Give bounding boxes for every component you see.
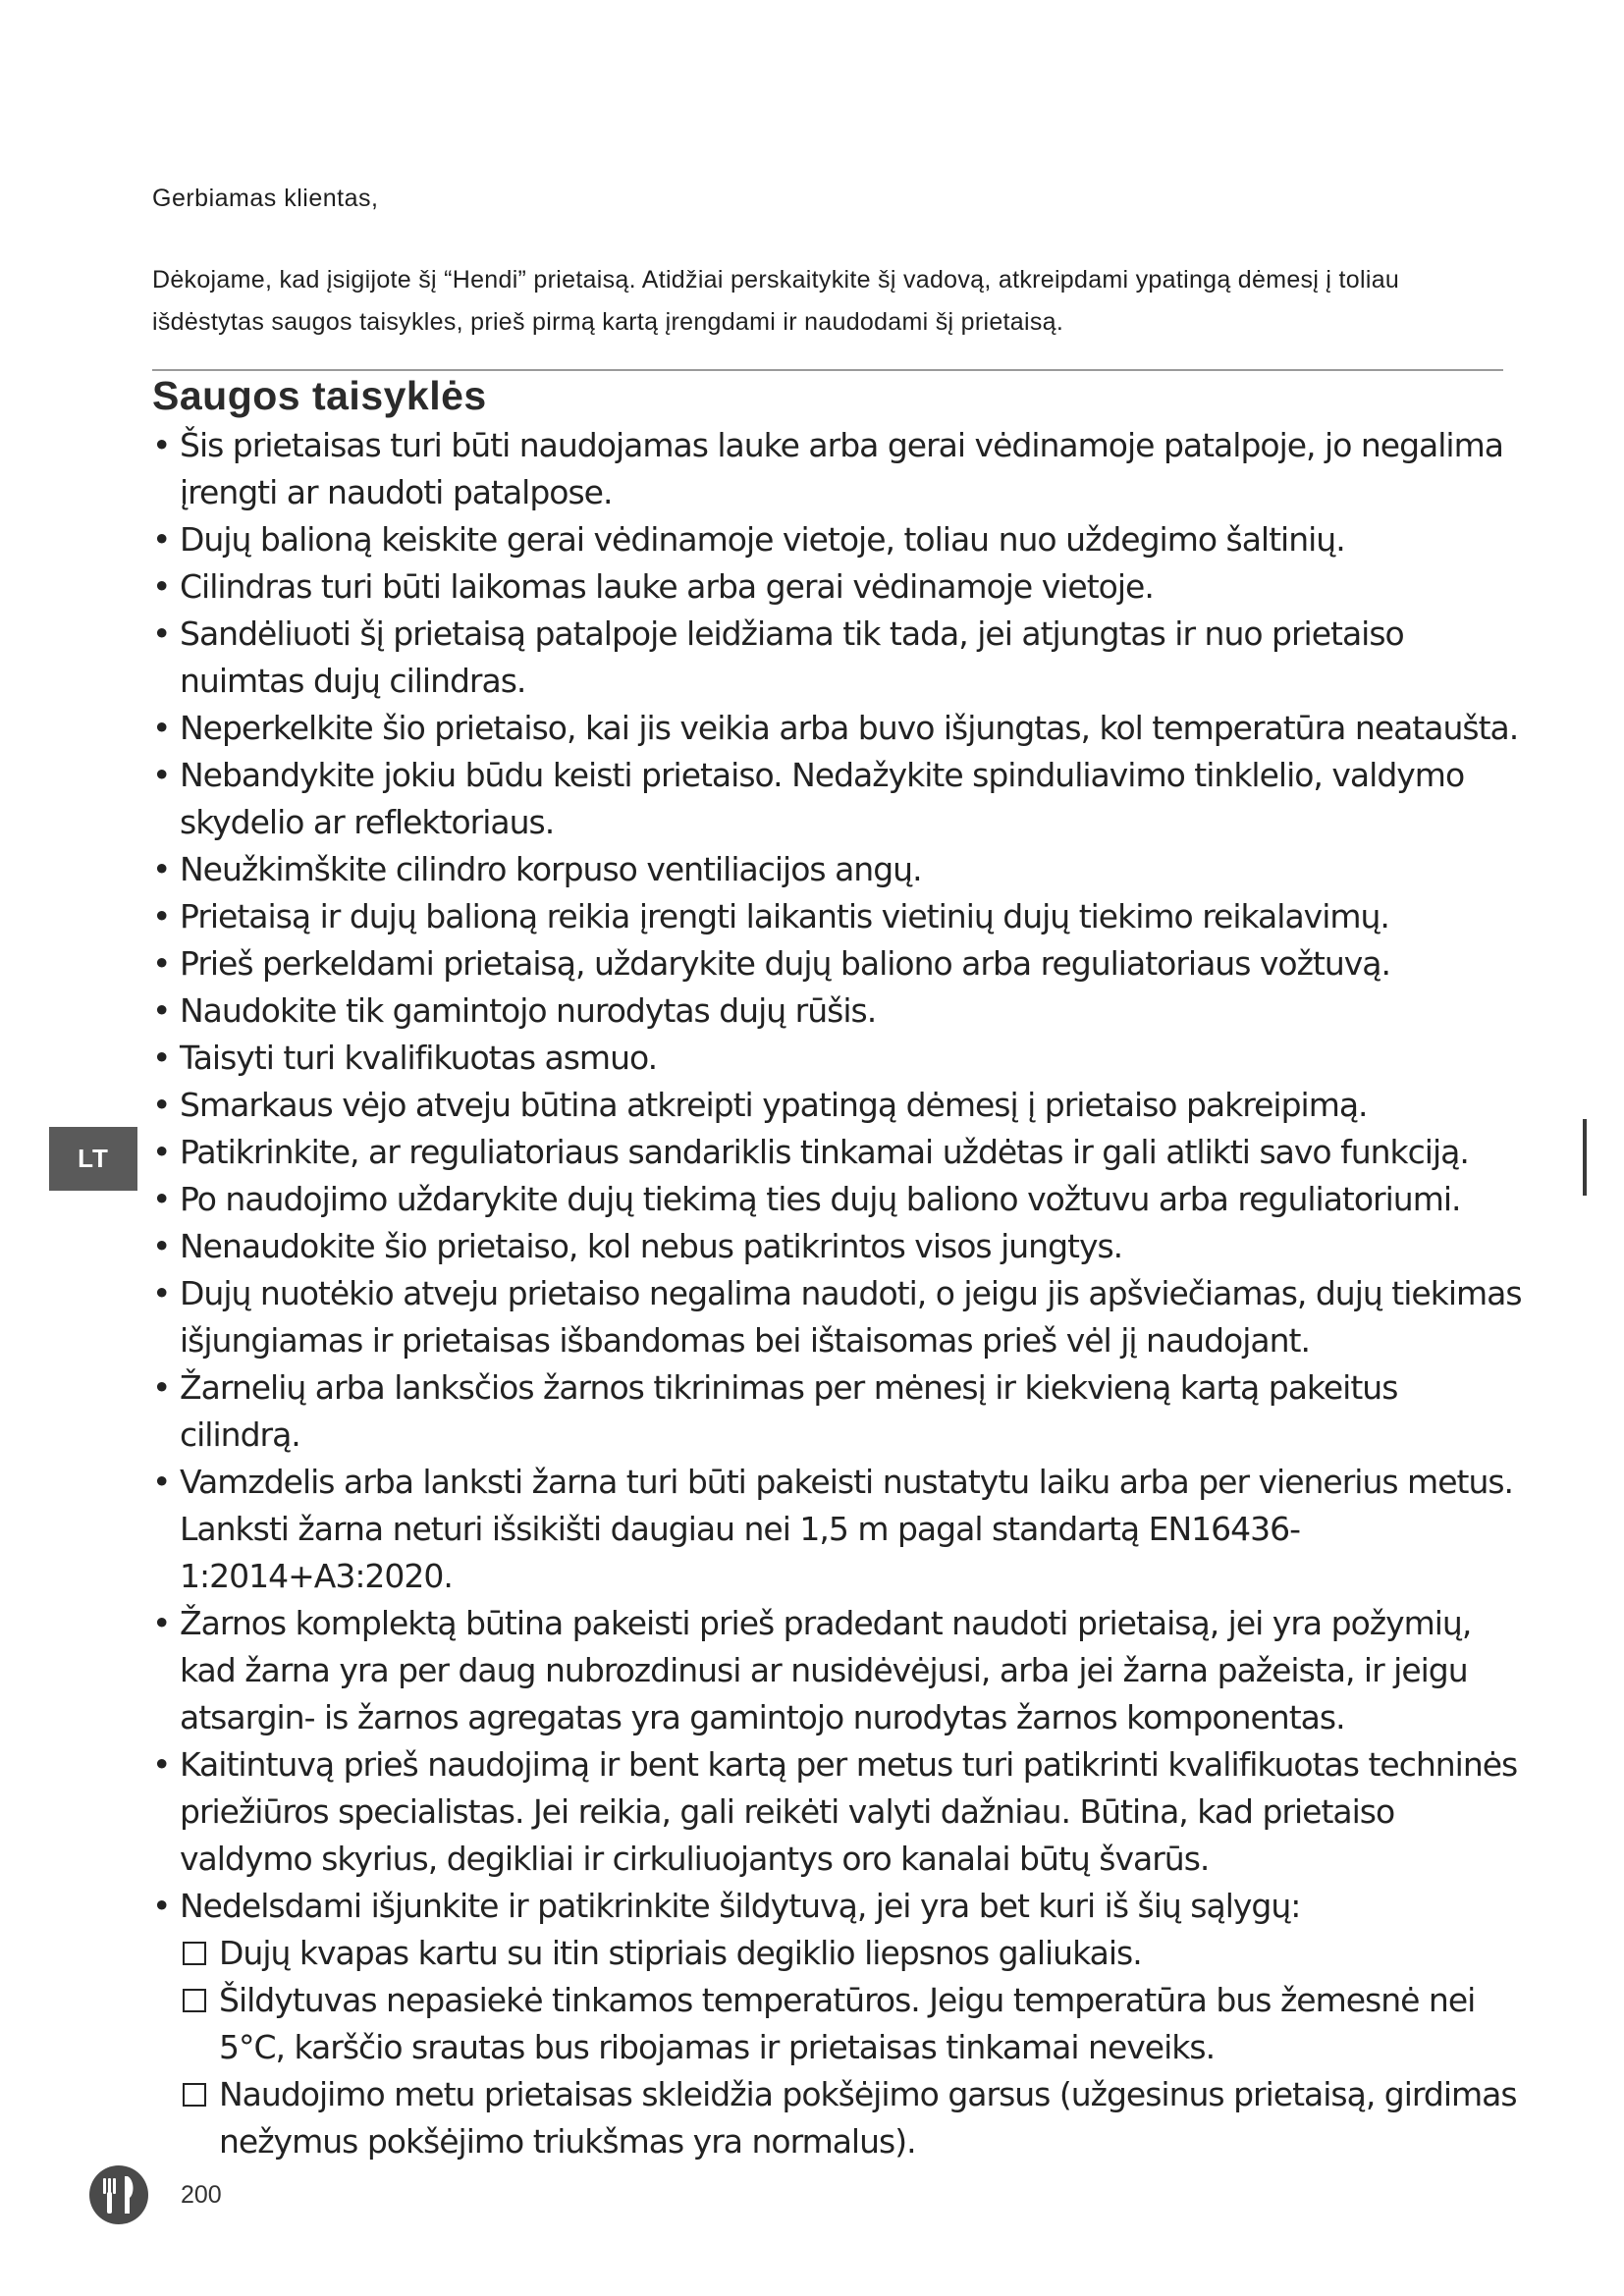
list-item: • Dujų balioną keiskite gerai vėdinamoje vietoje, toliau nuo uždegimo šaltinių. [152,516,1527,563]
conditions-list [180,1930,1527,2165]
section-title: Saugos taisyklės [152,373,487,418]
side-marker [1583,1119,1587,1196]
list-item: • Nenaudokite šio prietaiso, kol nebus patikrintos visos jungtys. [152,1223,1527,1270]
list-item: • Žarnos komplektą būtina pakeisti prieš pradedant naudoti prietaisą, jei yra požymių, kad žarna yra per daug nubrozdinusi ar nusidėvėjusi, arba jei žarna pažeista, ir jeigu atsargin- is žarnos agregatas yra gamintojo nurodytas žarnos komponentas. [152,1600,1527,1741]
list-item: • Žarnelių arba lanksčios žarnos tikrinimas per mėnesį ir kiekvieną kartą pakeitus cilindrą. [152,1364,1527,1459]
safety-rules-list [152,422,1527,2165]
condition-text: Naudojimo metu prietaisas skleidžia pokšėjimo garsus (užgesinus prietaisą, girdimas nežymus pokšėjimo triukšmas yra normalus). [219,2075,1517,2161]
list-item: • Kaitintuvą prieš naudojimą ir bent kartą per metus turi patikrinti kvalifikuotas techninės priežiūros specialistas. Jei reikia, gali reikėti valyti dažniau. Būtina, kad prietaiso valdymo skyrius, degikliai ir cirkuliuojantys oro kanalai būtų švarūs. [152,1741,1527,1883]
list-item: • Po naudojimo uždarykite dujų tiekimą ties dujų baliono vožtuvu arba reguliatoriumi. [152,1176,1527,1223]
list-item: • Prieš perkeldami prietaisą, uždarykite dujų baliono arba reguliatoriaus vožtuvą. [152,940,1527,988]
cutlery-logo-icon [88,2164,149,2225]
list-item: • Neperkelkite šio prietaiso, kai jis veikia arba buvo išjungtas, kol temperatūra neataušta. [152,705,1527,752]
list-item: • Prietaisą ir dujų balioną reikia įrengti laikantis vietinių dujų tiekimo reikalavimų. [152,893,1527,940]
list-item: • Nebandykite jokiu būdu keisti prietaiso. Nedažykite spinduliavimo tinklelio, valdymo skydelio ar reflektoriaus. [152,752,1527,846]
list-item: • Vamzdelis arba lanksti žarna turi būti pakeisti nustatytu laiku arba per vienerius metus. Lanksti žarna neturi išsikišti daugiau nei 1,5 m pagal standartą EN16436-1:2014+A3:2020. [152,1459,1527,1600]
list-item: • Patikrinkite, ar reguliatoriaus sandariklis tinkamai uždėtas ir gali atlikti savo funkciją. [152,1129,1527,1176]
page-number: 200 [181,2181,222,2209]
list-item: • Sandėliuoti šį prietaisą patalpoje leidžiama tik tada, jei atjungtas ir nuo prietaiso nuimtas dujų cilindras. [152,611,1527,705]
condition-item [180,1977,1527,2071]
list-item-conditions [152,1883,1527,2165]
list-item: • Taisyti turi kvalifikuotas asmuo. [152,1035,1527,1082]
list-item: • Cilindras turi būti laikomas lauke arba gerai vėdinamoje vietoje. [152,563,1527,611]
list-item: • Dujų nuotėkio atveju prietaiso negalima naudoti, o jeigu jis apšviečiamas, dujų tiekimas išjungiamas ir prietaisas išbandomas bei ištaisomas prieš vėl jį naudojant. [152,1270,1527,1364]
checkbox-icon [183,1942,206,1965]
greeting: Gerbiamas klientas, [152,185,379,212]
list-item: • Neužkimškite cilindro korpuso ventiliacijos angų. [152,846,1527,893]
condition-item [180,2071,1527,2165]
conditions-intro: Nedelsdami išjunkite ir patikrinkite šildytuvą, jei yra bet kuri iš šių sąlygų: [180,1887,1301,1925]
list-item: • Šis prietaisas turi būti naudojamas lauke arba gerai vėdinamoje patalpoje, jo negalima įrengti ar naudoti patalpose. [152,422,1527,516]
condition-text: Šildytuvas nepasiekė tinkamos temperatūros. Jeigu temperatūra bus žemesnė nei 5°C, karščio srautas bus ribojamas ir prietaisas tinkamai neveiks. [219,1981,1476,2066]
checkbox-icon [183,1989,206,2012]
intro-paragraph: Dėkojame, kad įsigijote šį “Hendi” prietaisą. Atidžiai perskaitykite šį vadovą, atkreipdami ypatingą dėmesį į toliau išdėstytas saugos taisykles, prieš pirmą kartą įrengdami ir naudodami šį prietaisą. [152,266,1400,336]
language-tab: LT [49,1127,137,1191]
section-divider [152,369,1503,371]
list-item: • Smarkaus vėjo atveju būtina atkreipti ypatingą dėmesį į prietaiso pakreipimą. [152,1082,1527,1129]
condition-item [180,1930,1527,1977]
list-item: • Naudokite tik gamintojo nurodytas dujų rūšis. [152,988,1527,1035]
checkbox-icon [183,2083,206,2107]
condition-text: Dujų kvapas kartu su itin stipriais degiklio liepsnos galiukais. [219,1934,1142,1972]
